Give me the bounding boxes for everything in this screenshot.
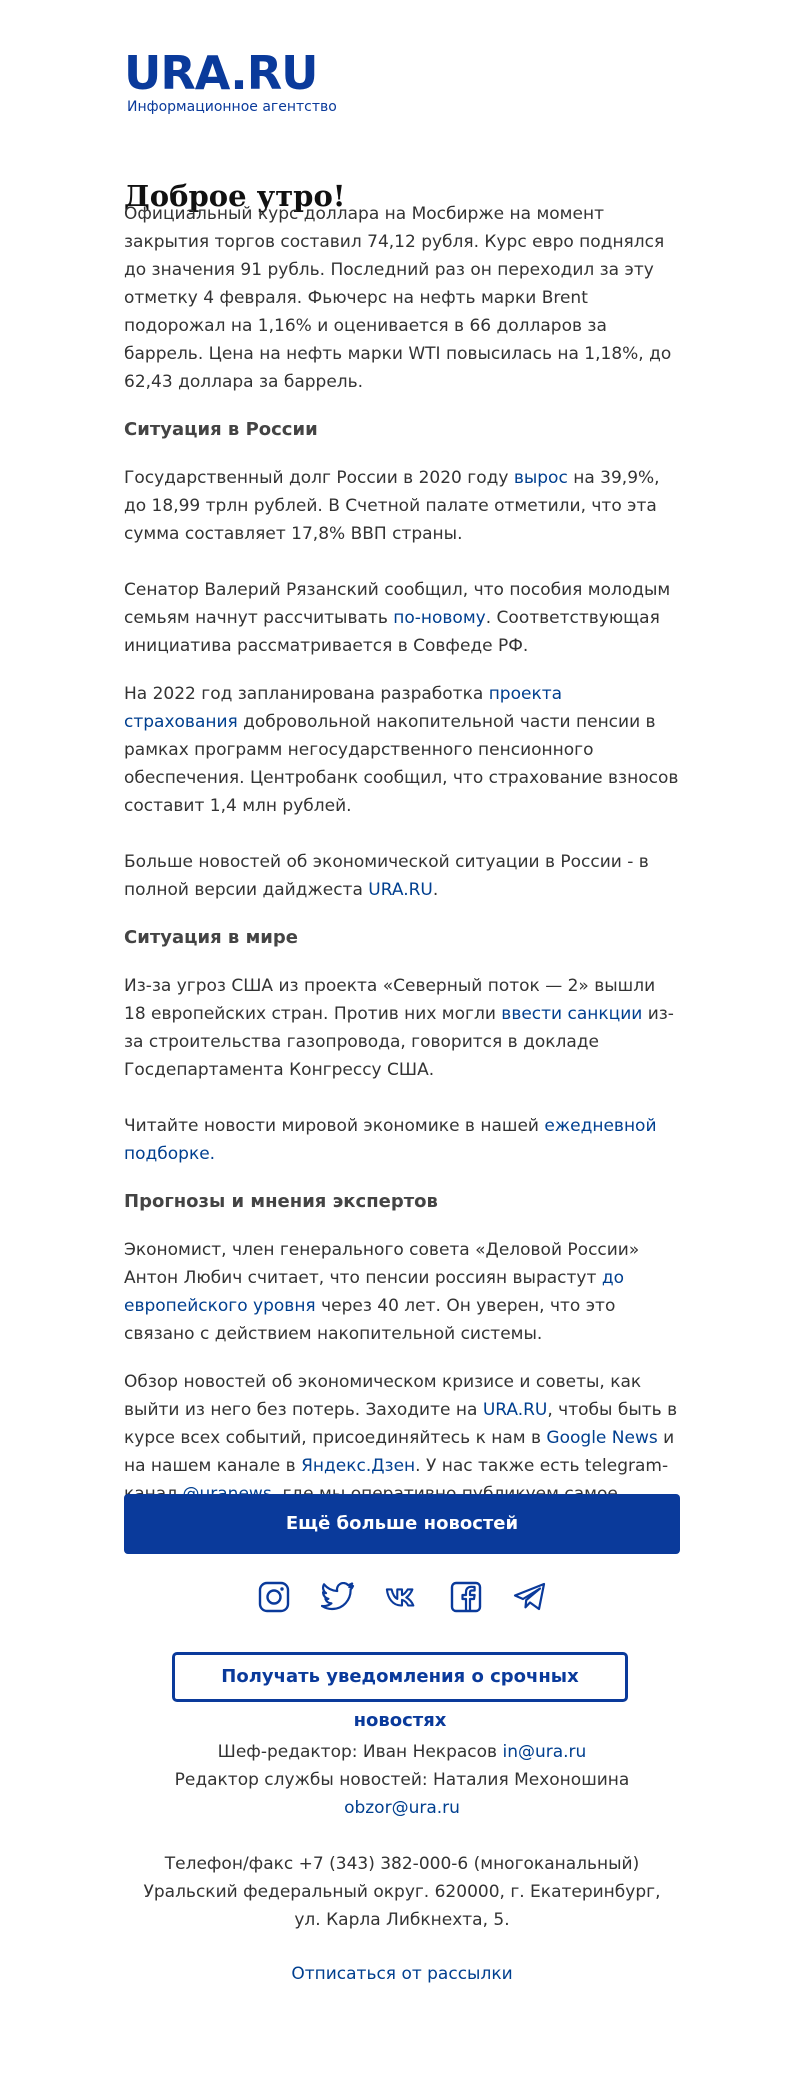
experts-paragraph-1: Экономист, член генерального совета «Деловой России» Антон Любич считает, что пенсии россиян вырастут до европейского уровня через 40 лет. Он уверен, что это связано с действием накопительной системы. [124,1240,640,1344]
chief-editor: Шеф-редактор: Иван Некрасов in@ura.ru [217,1742,587,1762]
logo-text: URA.RU [124,46,318,100]
link-insurance-project[interactable]: проекта страхования [124,684,563,732]
footer-contacts [124,1738,680,1934]
news-editor-email[interactable]: obzor@ura.ru [344,1798,460,1818]
experts-heading: Прогнозы и мнения экспертов [124,1191,438,1212]
news-editor: Редактор службы новостей: Наталия Мехоношина [174,1770,630,1790]
telegram-icon[interactable] [513,1580,547,1614]
link-ura-site[interactable]: URA.RU [482,1400,548,1420]
link-new-way[interactable]: по-новому [393,608,486,628]
social-links [124,1580,680,1620]
twitter-icon[interactable] [321,1580,355,1614]
logo[interactable] [124,46,344,116]
news-editor-email-line [124,1794,680,1822]
more-news-button[interactable]: Ещё больше новостей [124,1494,680,1554]
phone-line: Телефон/факс +7 (343) 382-000-6 (многоканальный) [164,1854,640,1874]
link-daily-digest[interactable]: ежедневной подборке. [124,1116,657,1164]
outro-paragraph: Обзор новостей об экономическом кризисе и советы, как выйти из него без потерь. Заходите на URA.RU, чтобы быть в курсе всех событий, присоединяйтесь к нам в Google News и на нашем канале в Яндекс.Дзен. У нас также есть telegram- [124,1368,680,1536]
russia-paragraph-3: На 2022 год запланирована разработка проекта страхования добровольной накопительной части пенсии в рамках программ негосударственного пенсионного обеспечения. Центробанк сообщил, что страхование взносов составит 1,4 млн рублей. [124,684,679,816]
link-yandex-zen[interactable]: Яндекс.Дзен [301,1456,416,1476]
breaking-news-subscribe-button[interactable]: Получать уведомления о срочных новостях [172,1652,628,1702]
email-container [124,0,680,1984]
greeting-heading: Доброе утро! [124,179,346,213]
russia-paragraph-1: Государственный долг России в 2020 году вырос на 39,9%, до 18,99 трлн рублей. В Счетной палате отметили, что эта сумма составляет 17,8% ВВП страны. [124,468,660,544]
address-line-2: ул. Карла Либкнехта, 5. [294,1910,510,1930]
world-paragraph-1: Из-за угроз США из проекта «Северный поток — 2» вышли 18 европейских стран. Против них могли ввести санкции из-за строительства газопровода, говорится в докладе Госдепартамента Конгрессу США. [124,976,674,1080]
russia-heading: Ситуация в России [124,419,318,440]
world-heading: Ситуация в мире [124,927,298,948]
world-more: Читайте новости мировой экономике в нашей ежедневной подборке. [124,1116,657,1164]
instagram-icon[interactable] [257,1580,291,1614]
link-sanctions[interactable]: ввести санкции [501,1004,643,1024]
unsubscribe-line [124,1960,680,1988]
address-line-1: Уральский федеральный округ. 620000, г. Екатеринбург, [143,1882,661,1902]
link-ura-digest[interactable]: URA.RU [368,880,433,900]
digest-content [124,200,680,1536]
intro-paragraph: Официальный курс доллара на Мосбирже на момент закрытия торгов составил 74,12 рубля. Курс евро поднялся до значения 91 рубль. Последний раз он переходил за эту отметку 4 февраля. Фьючерс на нефть марки Brent подорожал на 1,16% и оценивается в 66 долларов за баррель. Цена на нефть марки WTI повысилась на 1,18%, до 62,43 доллара за баррель. [124,204,672,392]
unsubscribe-link[interactable]: Отписаться от рассылки [291,1964,513,1984]
logo-subtitle: Информационное агентство [127,99,337,115]
facebook-icon[interactable] [449,1580,483,1614]
link-debt-growth[interactable]: вырос [513,468,568,488]
link-european-level[interactable]: до европейского уровня [124,1268,624,1316]
link-google-news[interactable]: Google News [546,1428,658,1448]
chief-editor-email[interactable]: in@ura.ru [502,1742,587,1762]
russia-more: Больше новостей об экономической ситуации в России - в полной версии дайджеста URA.RU. [124,852,649,900]
vk-icon[interactable] [385,1580,419,1614]
russia-paragraph-2: Сенатор Валерий Рязанский сообщил, что пособия молодым семьям начнут рассчитывать по-новому. Соответствующая инициатива рассматривается в Совфеде РФ. [124,580,671,656]
